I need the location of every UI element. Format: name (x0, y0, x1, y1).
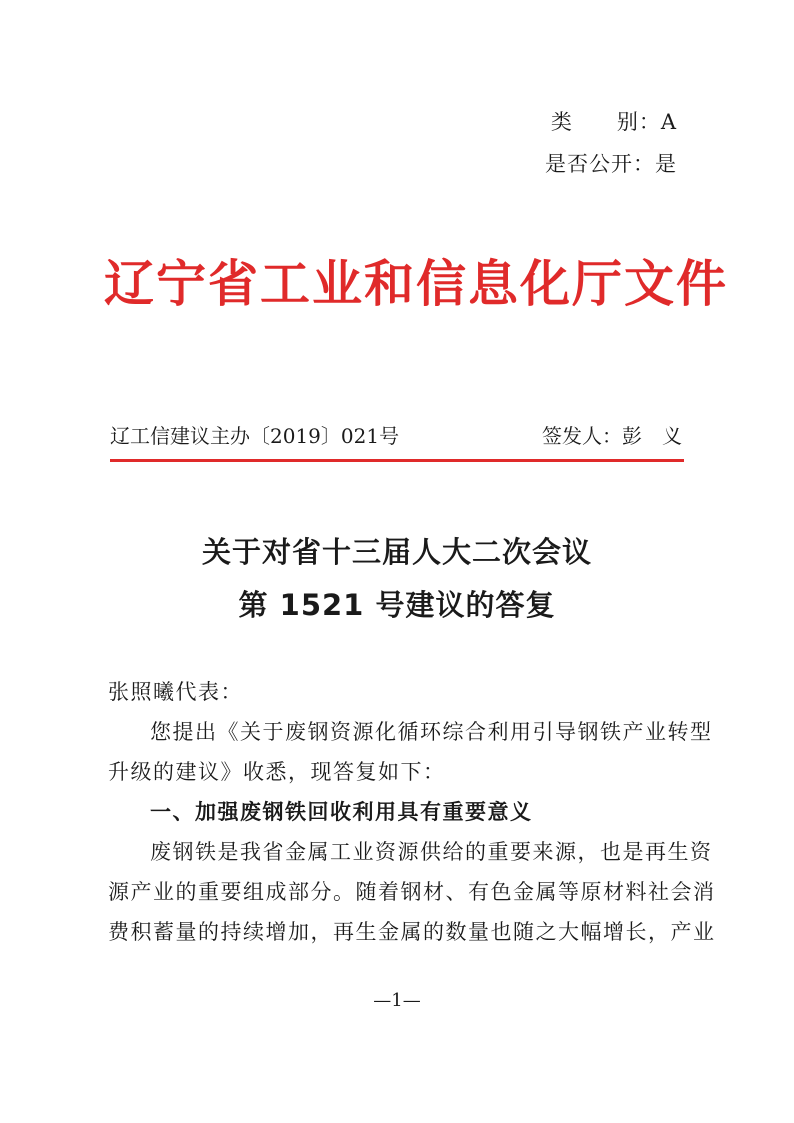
doc-number: 辽工信建议主办〔2019〕021号 (110, 424, 400, 448)
salutation: 张照曦代表： (108, 680, 243, 704)
paragraph-1-line-1: 您提出《关于废钢资源化循环综合利用引导钢铁产业转型 (150, 720, 713, 744)
category-value: A (660, 110, 677, 134)
public-line: 是否公开：是 (545, 152, 677, 176)
public-label: 是否公开 (545, 152, 633, 176)
doc-title-line-1: 关于对省十三届人大二次会议 (201, 535, 592, 569)
category-label: 类 别 (550, 110, 639, 134)
category-line: 类 别：A (550, 110, 677, 134)
signer: 签发人：彭 义 (542, 424, 682, 448)
page-number: —1— (373, 990, 421, 1011)
doc-title-line-2: 第 1521 号建议的答复 (238, 588, 556, 622)
paragraph-1-line-2: 升级的建议》收悉，现答复如下： (108, 760, 446, 784)
public-value: 是 (655, 152, 677, 176)
paragraph-2-line-1: 废钢铁是我省金属工业资源供给的重要来源，也是再生资 (150, 840, 713, 864)
paragraph-2-line-2: 源产业的重要组成部分。随着钢材、有色金属等原材料社会消 (108, 880, 716, 904)
doc-info-row (110, 420, 682, 449)
paragraph-2-line-3: 费积蓄量的持续增加，再生金属的数量也随之大幅增长，产业 (108, 920, 716, 944)
masthead-title: 辽宁省工业和信息化厅文件 (104, 255, 728, 313)
section-heading-1: 一、加强废钢铁回收利用具有重要意义 (150, 800, 533, 824)
red-divider (110, 459, 684, 462)
